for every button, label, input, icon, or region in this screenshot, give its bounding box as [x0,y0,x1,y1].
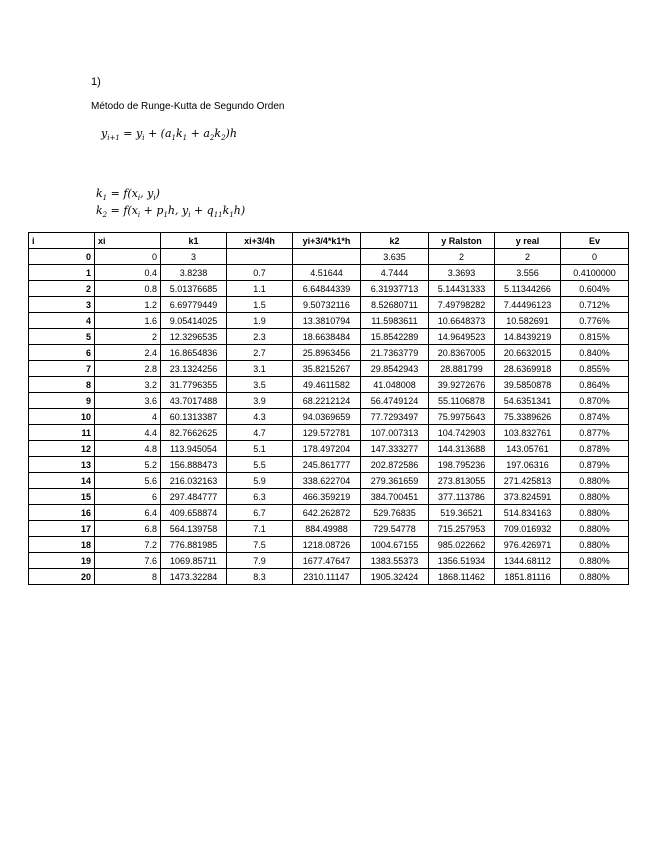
cell-k1: 3.8238 [161,265,227,281]
cell-yi-k1-h: 884.49988 [293,521,361,537]
cell-ev: 0.874% [561,409,629,425]
cell-y-ralston: 2 [429,249,495,265]
cell-y-real: 10.582691 [495,313,561,329]
cell-ev: 0.4100000 [561,265,629,281]
cell-yi-k1-h: 25.8963456 [293,345,361,361]
cell-xi: 4.8 [95,441,161,457]
cell-y-ralston: 55.1106878 [429,393,495,409]
cell-i: 18 [29,537,95,553]
table-row [29,345,629,361]
cell-yi-k1-h: 1677.47647 [293,553,361,569]
cell-k1: 3 [161,249,227,265]
cell-k1: 9.05414025 [161,313,227,329]
cell-xi: 2.8 [95,361,161,377]
cell-ev: 0.776% [561,313,629,329]
header-yi-k1-h: yi+3/4*k1*h [293,233,361,249]
cell-yi-k1-h [293,249,361,265]
cell-ev: 0.712% [561,297,629,313]
cell-y-ralston: 1868.11462 [429,569,495,585]
cell-y-ralston: 985.022662 [429,537,495,553]
cell-k1: 23.1324256 [161,361,227,377]
cell-k1: 43.7017488 [161,393,227,409]
header-xi-3-4h: xi+3/4h [227,233,293,249]
table-row [29,489,629,505]
cell-ev: 0.880% [561,489,629,505]
cell-yi-k1-h: 1218.08726 [293,537,361,553]
cell-i: 19 [29,553,95,569]
cell-y-real: 373.824591 [495,489,561,505]
cell-y-real: 7.44496123 [495,297,561,313]
table-row [29,569,629,585]
cell-i: 16 [29,505,95,521]
cell-y-real: 28.6369918 [495,361,561,377]
cell-yi-k1-h: 129.572781 [293,425,361,441]
table-row [29,537,629,553]
cell-ev: 0.878% [561,441,629,457]
cell-k1: 5.01376685 [161,281,227,297]
cell-yi-k1-h: 2310.11147 [293,569,361,585]
cell-xi: 1.6 [95,313,161,329]
cell-i: 2 [29,281,95,297]
problem-number: 1) [91,76,101,88]
k2-formula: $k_2 = f(x_i + p_1h$, $y_i + q_{11}k_1h$) [96,204,246,220]
cell-k2: 107.007313 [361,425,429,441]
cell-xi: 8 [95,569,161,585]
cell-xi: 3.2 [95,377,161,393]
table-header-row [29,233,629,249]
cell-ev: 0.880% [561,521,629,537]
cell-y-ralston: 519.36521 [429,505,495,521]
cell-xi-3-4h: 2.3 [227,329,293,345]
cell-xi: 4 [95,409,161,425]
cell-k1: 16.8654836 [161,345,227,361]
cell-y-ralston: 1356.51934 [429,553,495,569]
cell-k1: 297.484777 [161,489,227,505]
cell-y-ralston: 198.795236 [429,457,495,473]
table-row [29,457,629,473]
cell-yi-k1-h: 245.861777 [293,457,361,473]
cell-y-ralston: 5.14431333 [429,281,495,297]
cell-y-real: 20.6632015 [495,345,561,361]
cell-ev: 0 [561,249,629,265]
cell-k2: 3.635 [361,249,429,265]
cell-y-ralston: 377.113786 [429,489,495,505]
cell-k2: 15.8542289 [361,329,429,345]
cell-k2: 384.700451 [361,489,429,505]
cell-xi-3-4h: 4.3 [227,409,293,425]
cell-k1: 6.69779449 [161,297,227,313]
cell-k2: 279.361659 [361,473,429,489]
cell-xi: 2.4 [95,345,161,361]
cell-k2: 8.52680711 [361,297,429,313]
cell-yi-k1-h: 94.0369659 [293,409,361,425]
header-y-real: y real [495,233,561,249]
cell-xi: 3.6 [95,393,161,409]
cell-xi: 7.6 [95,553,161,569]
cell-ev: 0.870% [561,393,629,409]
cell-yi-k1-h: 18.6638484 [293,329,361,345]
cell-yi-k1-h: 338.622704 [293,473,361,489]
cell-ev: 0.880% [561,537,629,553]
table-row [29,281,629,297]
table-row [29,553,629,569]
cell-k1: 113.945054 [161,441,227,457]
cell-yi-k1-h: 49.4611582 [293,377,361,393]
cell-y-ralston: 715.257953 [429,521,495,537]
cell-xi-3-4h: 3.5 [227,377,293,393]
cell-i: 7 [29,361,95,377]
table-row [29,441,629,457]
cell-i: 5 [29,329,95,345]
cell-k1: 12.3296535 [161,329,227,345]
cell-i: 6 [29,345,95,361]
table-row [29,265,629,281]
cell-xi-3-4h: 5.5 [227,457,293,473]
cell-y-ralston: 3.3693 [429,265,495,281]
table-row [29,473,629,489]
cell-xi-3-4h [227,249,293,265]
cell-yi-k1-h: 466.359219 [293,489,361,505]
cell-k2: 21.7363779 [361,345,429,361]
cell-k1: 564.139758 [161,521,227,537]
header-y-ralston: y Ralston [429,233,495,249]
cell-xi-3-4h: 6.3 [227,489,293,505]
cell-ev: 0.855% [561,361,629,377]
cell-y-real: 14.8439219 [495,329,561,345]
cell-xi: 5.2 [95,457,161,473]
cell-ev: 0.604% [561,281,629,297]
table-row [29,361,629,377]
cell-xi-3-4h: 1.1 [227,281,293,297]
table-row [29,425,629,441]
cell-y-real: 5.11344266 [495,281,561,297]
cell-xi-3-4h: 5.1 [227,441,293,457]
rk2-main-formula: $y_{i+1} = y_i + (a_1k_1 + a_2k_2)h$ [101,127,237,143]
cell-y-real: 103.832761 [495,425,561,441]
table-row [29,249,629,265]
cell-i: 0 [29,249,95,265]
cell-y-real: 39.5850878 [495,377,561,393]
cell-ev: 0.815% [561,329,629,345]
cell-yi-k1-h: 9.50732116 [293,297,361,313]
table-row [29,409,629,425]
cell-k2: 56.4749124 [361,393,429,409]
cell-xi: 0 [95,249,161,265]
cell-ev: 0.880% [561,505,629,521]
cell-y-ralston: 7.49798282 [429,297,495,313]
cell-xi-3-4h: 2.7 [227,345,293,361]
cell-k2: 202.872586 [361,457,429,473]
cell-xi: 5.6 [95,473,161,489]
cell-k1: 776.881985 [161,537,227,553]
cell-yi-k1-h: 68.2212124 [293,393,361,409]
cell-yi-k1-h: 178.497204 [293,441,361,457]
cell-xi-3-4h: 8.3 [227,569,293,585]
cell-y-real: 1851.81116 [495,569,561,585]
header-xi: xi [95,233,161,249]
cell-xi: 0.8 [95,281,161,297]
cell-y-ralston: 273.813055 [429,473,495,489]
cell-k2: 1004.67155 [361,537,429,553]
cell-i: 15 [29,489,95,505]
cell-ev: 0.877% [561,425,629,441]
cell-xi-3-4h: 0.7 [227,265,293,281]
cell-i: 11 [29,425,95,441]
cell-k2: 729.54778 [361,521,429,537]
cell-yi-k1-h: 6.64844339 [293,281,361,297]
cell-y-real: 197.06316 [495,457,561,473]
header-k1: k1 [161,233,227,249]
header-k2: k2 [361,233,429,249]
cell-k1: 60.1313387 [161,409,227,425]
cell-k2: 77.7293497 [361,409,429,425]
cell-i: 10 [29,409,95,425]
cell-xi-3-4h: 6.7 [227,505,293,521]
cell-ev: 0.840% [561,345,629,361]
cell-y-real: 514.834163 [495,505,561,521]
cell-xi-3-4h: 7.1 [227,521,293,537]
cell-y-ralston: 10.6648373 [429,313,495,329]
cell-k2: 1383.55373 [361,553,429,569]
cell-xi-3-4h: 3.1 [227,361,293,377]
cell-y-ralston: 20.8367005 [429,345,495,361]
cell-xi: 6.8 [95,521,161,537]
cell-y-ralston: 39.9272676 [429,377,495,393]
cell-xi: 6.4 [95,505,161,521]
cell-k1: 31.7796355 [161,377,227,393]
cell-y-real: 271.425813 [495,473,561,489]
cell-y-real: 1344.68112 [495,553,561,569]
cell-xi-3-4h: 4.7 [227,425,293,441]
cell-xi: 1.2 [95,297,161,313]
cell-i: 13 [29,457,95,473]
table-row [29,505,629,521]
cell-k1: 1069.85711 [161,553,227,569]
cell-k1: 156.888473 [161,457,227,473]
cell-xi-3-4h: 5.9 [227,473,293,489]
cell-i: 8 [29,377,95,393]
cell-i: 9 [29,393,95,409]
cell-y-real: 143.05761 [495,441,561,457]
cell-xi-3-4h: 3.9 [227,393,293,409]
cell-k1: 216.032163 [161,473,227,489]
cell-xi: 4.4 [95,425,161,441]
cell-yi-k1-h: 35.8215267 [293,361,361,377]
cell-i: 12 [29,441,95,457]
cell-i: 3 [29,297,95,313]
method-title: Método de Runge-Kutta de Segundo Orden [91,101,285,112]
cell-k1: 409.658874 [161,505,227,521]
cell-k2: 29.8542943 [361,361,429,377]
cell-i: 14 [29,473,95,489]
cell-y-ralston: 14.9649523 [429,329,495,345]
cell-y-real: 2 [495,249,561,265]
cell-ev: 0.880% [561,553,629,569]
cell-xi-3-4h: 7.5 [227,537,293,553]
table-row [29,297,629,313]
cell-y-real: 709.016932 [495,521,561,537]
header-ev: Ev [561,233,629,249]
cell-y-real: 54.6351341 [495,393,561,409]
cell-ev: 0.880% [561,473,629,489]
cell-k1: 82.7662625 [161,425,227,441]
cell-ev: 0.864% [561,377,629,393]
cell-k2: 4.7444 [361,265,429,281]
cell-yi-k1-h: 13.3810794 [293,313,361,329]
table-row [29,313,629,329]
cell-xi-3-4h: 1.9 [227,313,293,329]
cell-i: 17 [29,521,95,537]
table-row [29,377,629,393]
header-i: i [29,233,95,249]
cell-y-ralston: 28.881799 [429,361,495,377]
table-row [29,329,629,345]
cell-y-real: 3.556 [495,265,561,281]
cell-ev: 0.880% [561,569,629,585]
cell-y-ralston: 104.742903 [429,425,495,441]
cell-i: 1 [29,265,95,281]
cell-xi: 6 [95,489,161,505]
cell-xi: 0.4 [95,265,161,281]
cell-i: 20 [29,569,95,585]
cell-y-ralston: 144.313688 [429,441,495,457]
cell-yi-k1-h: 4.51644 [293,265,361,281]
cell-ev: 0.879% [561,457,629,473]
cell-yi-k1-h: 642.262872 [293,505,361,521]
cell-y-real: 976.426971 [495,537,561,553]
cell-y-real: 75.3389626 [495,409,561,425]
cell-k2: 6.31937713 [361,281,429,297]
runge-kutta-table [28,232,629,585]
table-row [29,393,629,409]
cell-xi-3-4h: 7.9 [227,553,293,569]
cell-k2: 1905.32424 [361,569,429,585]
cell-k2: 11.5983611 [361,313,429,329]
cell-k2: 41.048008 [361,377,429,393]
cell-k2: 529.76835 [361,505,429,521]
cell-y-ralston: 75.9975643 [429,409,495,425]
cell-i: 4 [29,313,95,329]
table-row [29,521,629,537]
k1-formula: $k_1 = f(x_i$, $y_i$) [96,187,160,203]
cell-xi: 7.2 [95,537,161,553]
cell-k2: 147.333277 [361,441,429,457]
cell-xi: 2 [95,329,161,345]
cell-k1: 1473.32284 [161,569,227,585]
cell-xi-3-4h: 1.5 [227,297,293,313]
